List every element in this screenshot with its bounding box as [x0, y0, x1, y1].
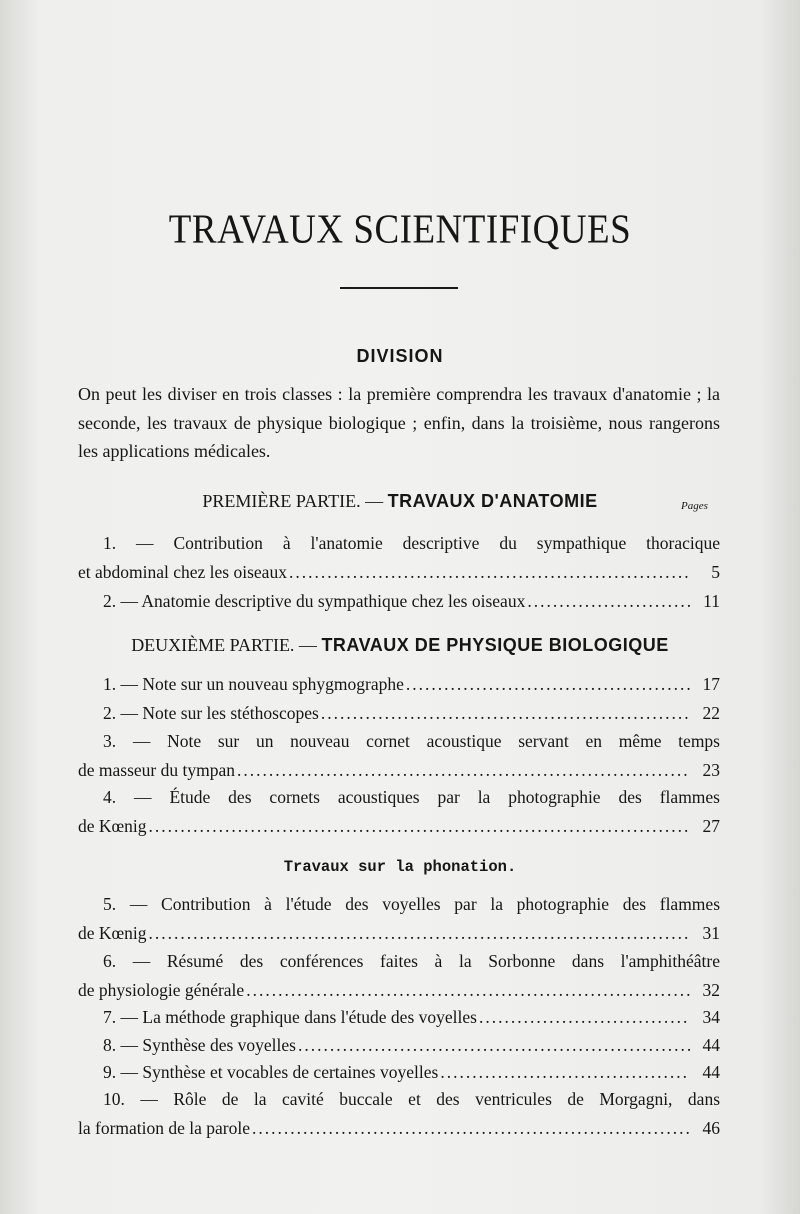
title-divider: [340, 287, 458, 289]
part2-title: TRAVAUX DE PHYSIQUE BIOLOGIQUE: [321, 635, 669, 655]
phonation-heading: Travaux sur la phonation.: [283, 858, 517, 876]
toc-entry-title: 3. — Note sur un nouveau cornet acoustique servant en même temps: [103, 731, 720, 751]
toc-entry-title: 4. — Étude des cornets acoustiques par la photographie des flammes: [103, 787, 720, 807]
toc-entry-page: 46: [702, 1118, 720, 1138]
dot-leader: [527, 587, 690, 616]
toc-entry-title-cont: et abdominal chez les oiseaux: [78, 562, 287, 582]
toc-entry: [78, 890, 720, 948]
dot-leader: [321, 699, 690, 728]
toc-entry-title: 1. — Contribution à l'anatomie descriptive du sympathique thoracique: [103, 533, 720, 553]
dot-leader: [252, 1114, 690, 1143]
toc-entry-title: 2. — Note sur les stéthoscopes: [103, 703, 319, 723]
toc-entry-title: 6. — Résumé des conférences faites à la Sorbonne dans l'amphithéâtre: [103, 951, 720, 971]
toc-entry-title-cont: la formation de la parole: [78, 1118, 251, 1138]
toc-entry: [78, 699, 720, 728]
toc-entry-page: 5: [711, 562, 720, 582]
toc-entry: [78, 1085, 720, 1143]
toc-entry-page: 11: [703, 591, 720, 611]
toc-entry: [78, 727, 720, 785]
part1-title: TRAVAUX D'ANATOMIE: [387, 491, 598, 511]
toc-entry-page: 27: [702, 816, 720, 836]
part1-heading: [0, 491, 800, 512]
toc-entry-title: 9. — Synthèse et vocables de certaines voyelles: [103, 1062, 439, 1082]
toc-entry-title: 2. — Anatomie descriptive du sympathique chez les oiseaux: [103, 591, 526, 611]
division-heading: DIVISION: [356, 346, 444, 366]
part2-heading: [0, 635, 800, 656]
dot-leader: [149, 812, 690, 841]
toc-entry-page: 34: [702, 1007, 720, 1027]
toc-entry-page: 22: [702, 703, 720, 723]
dot-leader: [149, 919, 690, 948]
page-title: TRAVAUX SCIENTIFIQUES: [168, 206, 632, 253]
toc-entry-page: 17: [702, 674, 720, 694]
dot-leader: [298, 1031, 690, 1060]
dot-leader: [237, 756, 690, 785]
toc-entry-title: 10. — Rôle de la cavité buccale et des ventricules de Morgagni, dans: [103, 1089, 720, 1109]
toc-entry-title: 8. — Synthèse des voyelles: [103, 1035, 296, 1055]
toc-entry-title-cont: de Kœnig: [78, 923, 147, 943]
toc-entry-page: 31: [702, 923, 720, 943]
toc-entry-title: 5. — Contribution à l'étude des voyelles par la photographie des flammes: [103, 894, 720, 914]
toc-entry-title-cont: de Kœnig: [78, 816, 147, 836]
toc-entry: [78, 783, 720, 841]
toc-entry: [78, 529, 720, 587]
toc-entry-page: 32: [702, 980, 720, 1000]
toc-entry: [78, 947, 720, 1005]
toc-entry-title-cont: de physiologie générale: [78, 980, 245, 1000]
toc-entry: [78, 1003, 720, 1032]
toc-entry-title: 1. — Note sur un nouveau sphygmographe: [103, 674, 404, 694]
toc-entry-title: 7. — La méthode graphique dans l'étude des voyelles: [103, 1007, 477, 1027]
dot-leader: [479, 1003, 690, 1032]
pages-column-label: Pages: [681, 500, 708, 512]
toc-entry-page: 44: [702, 1062, 720, 1082]
toc-entry: [78, 1031, 720, 1060]
dot-leader: [246, 976, 690, 1005]
part2-prefix: DEUXIÈME PARTIE. —: [131, 635, 317, 655]
toc-entry: [78, 670, 720, 699]
dot-leader: [289, 558, 690, 587]
toc-entry-page: 44: [702, 1035, 720, 1055]
dot-leader: [406, 670, 690, 699]
toc-entry-page: 23: [702, 760, 720, 780]
toc-entry: [78, 587, 720, 616]
dot-leader: [440, 1058, 690, 1087]
toc-entry: [78, 1058, 720, 1087]
part1-prefix: PREMIÈRE PARTIE. —: [202, 491, 384, 511]
intro-paragraph: On peut les diviser en trois classes : la première comprendra les travaux d'anatomie ; la seconde, les travaux de physique biologique ; enfin, dans la troisième, nous rangerons les applications médicales.: [78, 384, 720, 461]
toc-entry-title-cont: de masseur du tympan: [78, 760, 235, 780]
